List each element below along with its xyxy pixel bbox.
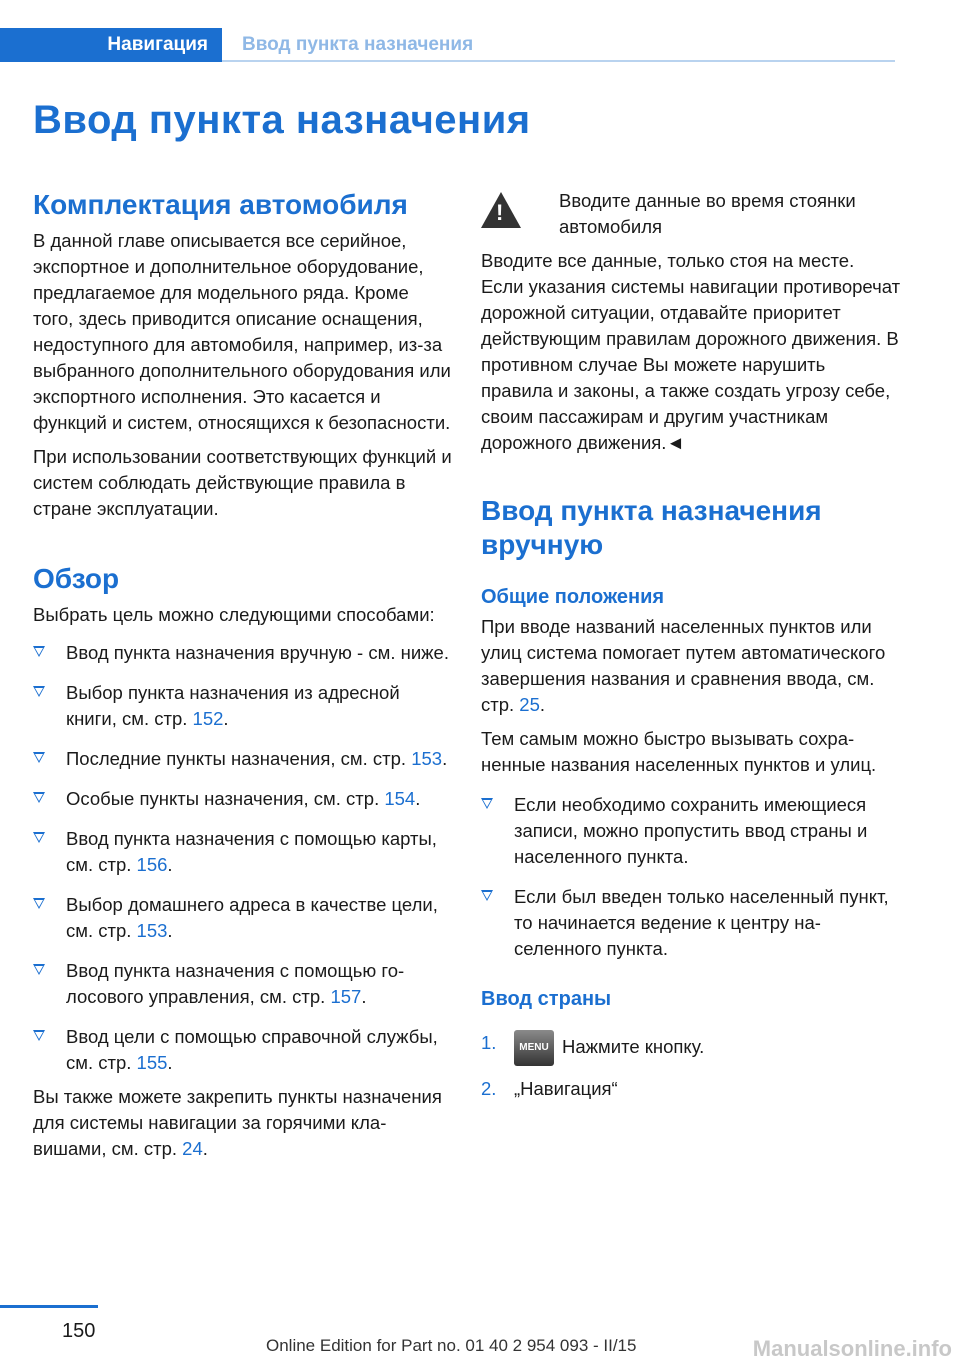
triangle-bullet-icon: [33, 792, 45, 803]
triangle-bullet-icon: [33, 898, 45, 909]
page-link[interactable]: 157: [330, 986, 362, 1007]
list-item: Если необходимо сохранить имеющиеся записи, можно пропустить ввод страны и населенного пункта.: [481, 792, 901, 870]
triangle-bullet-icon: [33, 1030, 45, 1041]
heading-country: Ввод страны: [481, 988, 612, 1010]
breadcrumb[interactable]: Ввод пункта назначения: [242, 34, 474, 55]
step-item: 2. „Навигация“: [481, 1078, 618, 1099]
left-column: [33, 188, 453, 1170]
edition-text: Online Edition for Part no. 01 40 2 954 093 - II/15: [266, 1336, 637, 1355]
page-number: 150: [62, 1320, 96, 1342]
right-column: [481, 188, 901, 1112]
list-item: Ввод пункта назначения с помощью голосового управления, см. стр. 157.: [33, 958, 453, 1010]
list-item: Выбор домашнего адреса в качестве цели, см. стр. 153.: [33, 892, 453, 944]
list-item: Ввод пункта назначения с помощью карты, см. стр. 156.: [33, 826, 453, 878]
page-link[interactable]: 24: [182, 1138, 203, 1159]
page-link[interactable]: 25: [519, 694, 540, 715]
page-link[interactable]: 152: [192, 708, 224, 729]
paragraph-equipment-2: При использовании соответствующих функций и систем соблюдать действующие правила в стране эксплуатации.: [33, 446, 452, 519]
steps-list: [481, 1030, 901, 1102]
paragraph-equipment-1: В данной главе описывается все серийное, экспортное и дополнительное оборудование, предлагаемое для модельного ряда. Кроме того, здесь приводится описание оснащения, недоступного для автомобиля, например, из-за выбранного дополнительного оборудования или экспортного исполнения. Это касается и функций и систем, относящихся к безопасности.: [33, 230, 451, 433]
exclamation-icon: !: [496, 200, 504, 225]
triangle-bullet-icon: [481, 798, 493, 809]
list-item: Ввод цели с помощью справочной службы, см. стр. 155.: [33, 1024, 453, 1076]
list-item: Особые пункты назначения, см. стр. 154.: [33, 786, 453, 812]
triangle-bullet-icon: [33, 646, 45, 657]
list-item: Ввод пункта назначения вручную - см. ниже.: [33, 640, 453, 666]
warning-text: Вводите все данные, только стоя на месте. Если указания системы навигации противоречат дорожной ситуации, отдавайте приоритет действующим правилам дорожного движения. В противном случае Вы можете нарушить правила и законы, а также создать угрозу себе, своим пассажирам и другим участникам дорожного движения.◄: [481, 250, 901, 453]
page-link[interactable]: 156: [136, 854, 168, 875]
page-title: Ввод пункта назначения: [33, 98, 531, 142]
heading-overview: Обзор: [33, 563, 120, 594]
footer-divider: [0, 1305, 98, 1308]
menu-button-icon[interactable]: MENU: [514, 1030, 554, 1066]
triangle-bullet-icon: [33, 832, 45, 843]
page-link[interactable]: 153: [411, 748, 443, 769]
heading-general: Общие положения: [481, 586, 665, 608]
method-list: [33, 640, 453, 1076]
paragraph-general-2: Тем самым можно быстро вызывать сохраненные названия населенных пунктов и улиц.: [481, 728, 877, 775]
page-link[interactable]: 155: [136, 1052, 168, 1073]
page-link[interactable]: 154: [384, 788, 416, 809]
watermark: Manualsonline.info: [752, 1336, 952, 1361]
list-item: Если был введен только населенный пункт, то начинается ведение к центру населенного пункта.: [481, 884, 901, 962]
page-link[interactable]: 153: [136, 920, 168, 941]
list-item: Последние пункты назначения, см. стр. 153.: [33, 746, 453, 772]
heading-equipment: Комплектация автомобиля: [33, 189, 408, 220]
page-header: [0, 28, 895, 62]
paragraph-hotkeys: Вы также можете закрепить пункты назначения для системы навигации за горячими клавишами, см. стр. 24.: [33, 1086, 442, 1159]
paragraph-overview: Выбрать цель можно следующими способами:: [33, 604, 435, 625]
section-tab[interactable]: [0, 28, 222, 62]
step-item: 1. MENU Нажмите кнопку.: [481, 1030, 901, 1066]
paragraph-general-1: При вводе названий населенных пунктов или улиц система помогает путем автоматического завершения названия и сравнения ввода, см. стр. 25.: [481, 616, 886, 715]
triangle-bullet-icon: [33, 752, 45, 763]
list-item: Выбор пункта назначения из адресной книги, см. стр. 152.: [33, 680, 453, 732]
section-label: Навигация: [107, 34, 208, 55]
triangle-bullet-icon: [481, 890, 493, 901]
header-divider: [222, 60, 895, 62]
notes-list: [481, 792, 901, 962]
triangle-bullet-icon: [33, 964, 45, 975]
triangle-bullet-icon: [33, 686, 45, 697]
warning-title: Вводите данные во время стоянки автомобиля: [559, 190, 856, 237]
heading-manual-entry: Ввод пункта назначения вручную: [481, 495, 822, 560]
warning-box: [481, 188, 901, 240]
